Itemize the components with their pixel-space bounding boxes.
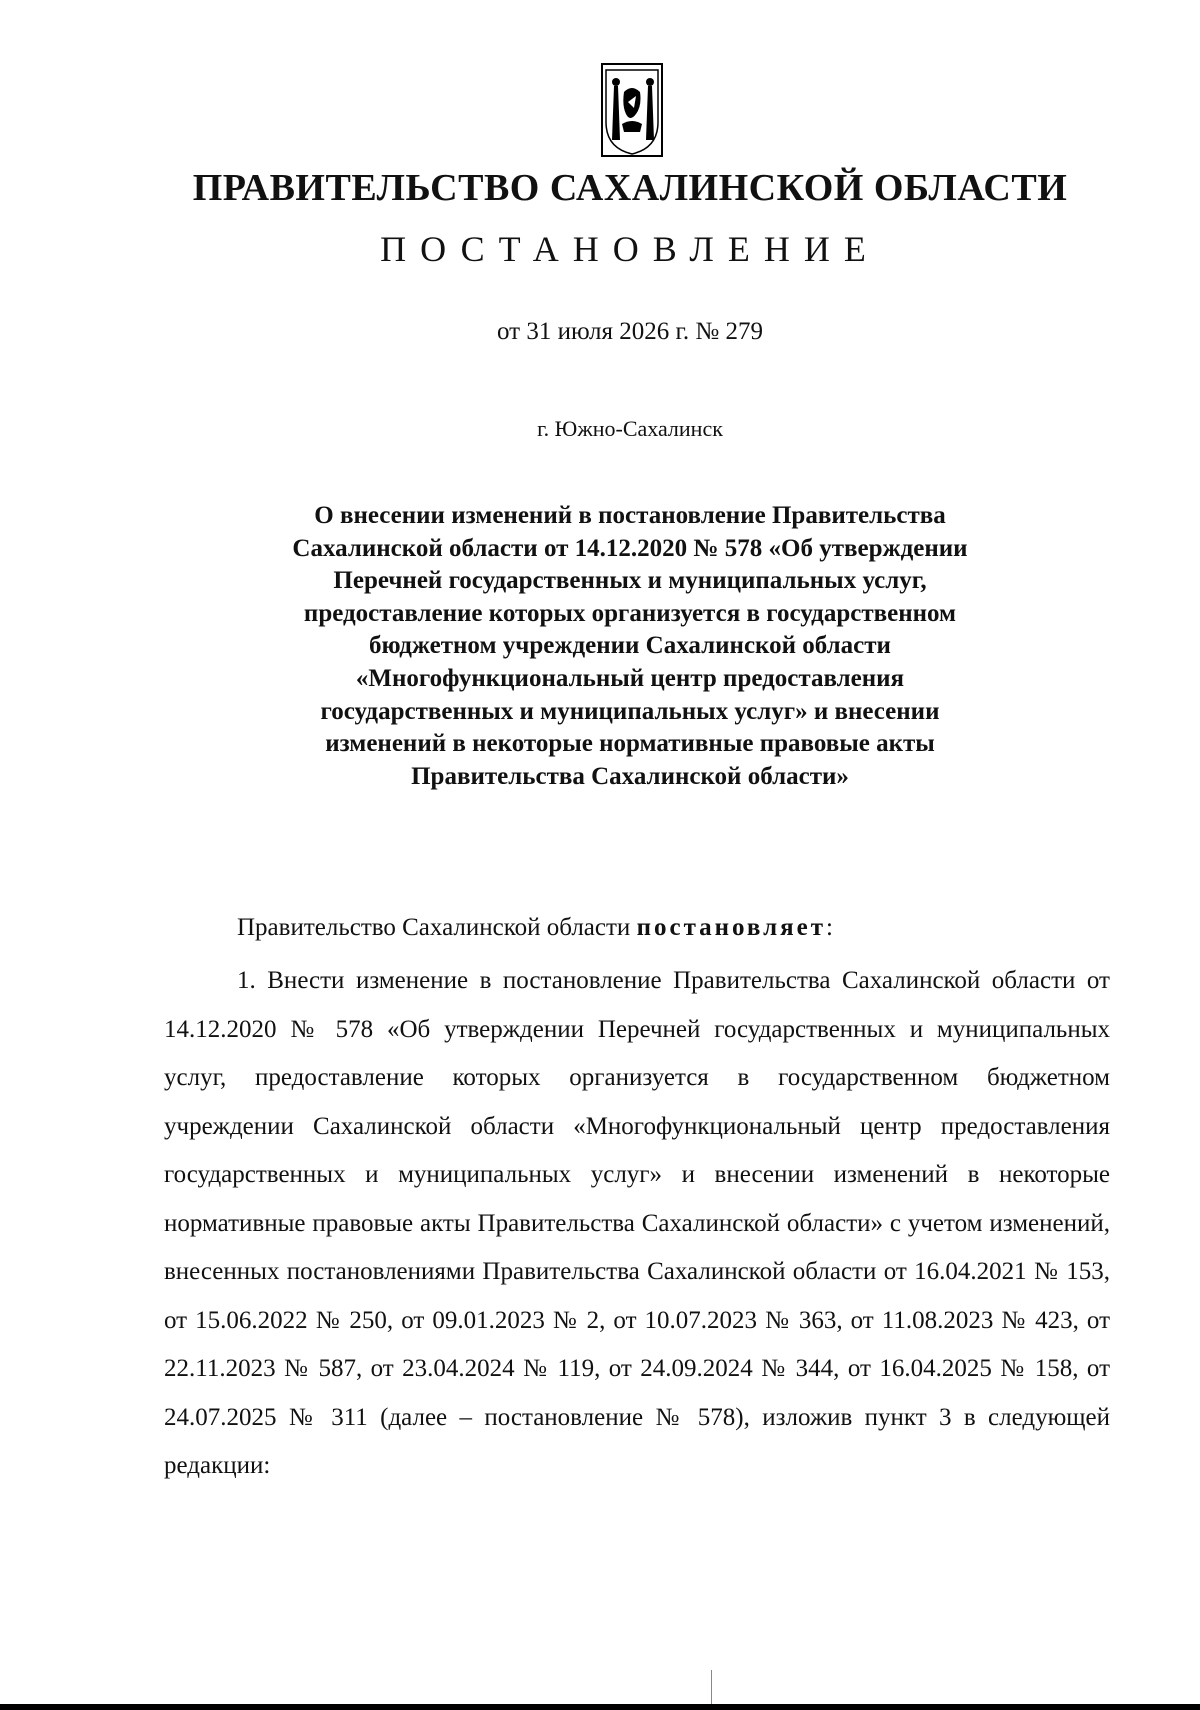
paragraph-item-1: 1. Внести изменение в постановление Правительства Сахалинской области от 14.12.2020 № 578 «Об утверждении Перечней государственных и муниципальных услуг, предоставление которых организуется в государственном бюджетном учреждении Сахалинской области «Многофункциональный центр предоставления государственных и муниципальных услуг» и внесении изменений в некоторые нормативные правовые акты Правительства Сахалинской области» с учетом изменений, внесенных постановлениями Правительства Сахалинской области от 16.04.2021 № 153, от 15.06.2022 № 250, от 09.01.2023 № 2, от 10.07.2023 № 363, от 11.08.2023 № 423, от 22.11.2023 № 587, от 23.04.2024 № 119, от 24.09.2024 № 344, от 16.04.2025 № 158, от 24.07.2025 № 311 (далее – постановление № 578), изложив пункт 3 в следующей редакции: xyxy=(164,967,1110,1479)
coat-of-arms-emblem xyxy=(600,62,664,158)
page-bottom-edge xyxy=(0,1704,1200,1710)
preamble xyxy=(237,914,833,942)
document-date-number: от 31 июля 2026 г. № 279 xyxy=(496,318,764,345)
scan-artifact-line xyxy=(711,1670,712,1704)
document-subject: О внесении изменений в постановление Правительства Сахалинской области от 14.12.2020 № 578 «Об утверждении Перечней государственных и муниципальных услуг, предоставление которых организуется в государственном бюджетном учреждении Сахалинской области «Многофункциональный центр предоставления государственных и муниципальных услуг» и внесении изменений в некоторые нормативные правовые акты Правительства Сахалинской области» xyxy=(292,502,968,790)
document-type: ПОСТАНОВЛЕНИЕ xyxy=(380,229,880,269)
preamble-text: Правительство Сахалинской области xyxy=(237,914,631,941)
preamble-keyword: постановляет xyxy=(636,914,827,941)
city-line: г. Южно-Сахалинск xyxy=(537,416,723,441)
government-title: ПРАВИТЕЛЬСТВО САХАЛИНСКОЙ ОБЛАСТИ xyxy=(192,167,1068,209)
preamble-colon: : xyxy=(826,914,833,941)
